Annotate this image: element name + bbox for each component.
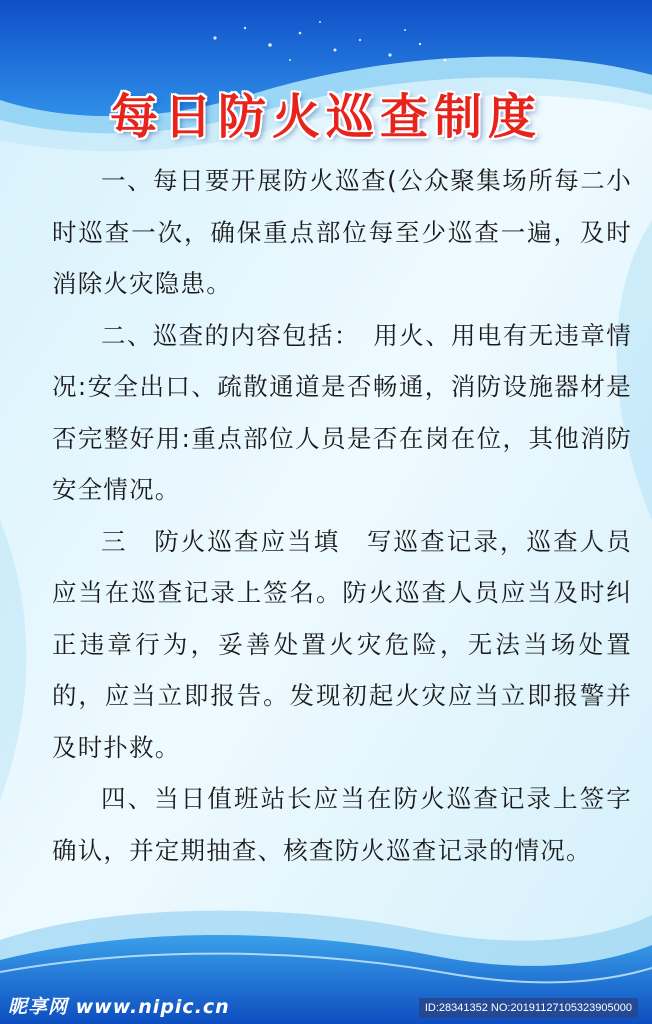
page-title: 每日防火巡查制度 <box>109 89 542 145</box>
regulation-body <box>52 155 632 876</box>
paragraph-2: 二、巡查的内容包括： 用火、用电有无违章情况:安全出口、疏散通道是否畅通，消防设施器材是否完整好用:重点部位人员是否在岗在位，其他消防安全情况。 <box>52 320 632 504</box>
image-id-label: ID:28341352 NO:20191127105323905000 <box>419 998 638 1018</box>
paragraph-1: 一、每日要开展防火巡查(公众聚集场所每二小时巡查一次，确保重点部位每至少巡查一遍，及时消除火灾隐患。 <box>52 166 632 298</box>
watermark-logo: 昵享网 www.nipic.cn <box>8 996 230 1018</box>
paragraph-4: 四、当日值班站长应当在防火巡查记录上签字确认，并定期抽查、核查防火巡查记录的情况。 <box>52 784 632 865</box>
paragraph-3: 三 防火巡查应当填 写巡查记录，巡查人员应当在巡查记录上签名。防火巡查人员应当及时纠正违章行为，妥善处置火灾危险，无法当场处置的，应当立即报告。发现初起火灾应当立即报警并及时扑救。 <box>52 526 632 762</box>
